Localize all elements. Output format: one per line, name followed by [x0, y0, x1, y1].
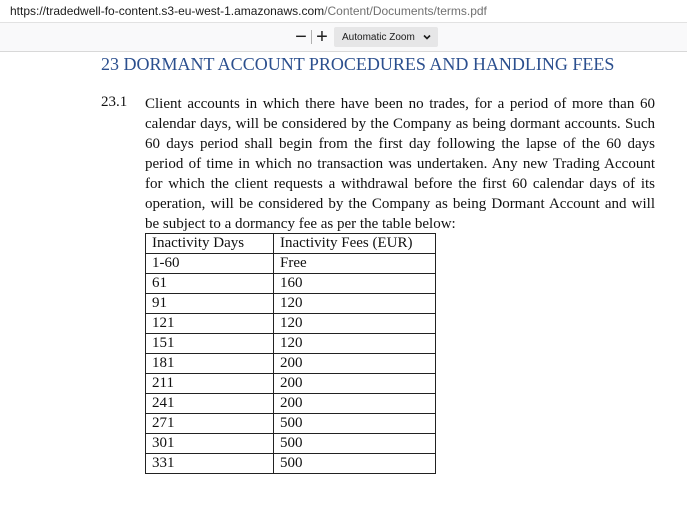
table-row [146, 354, 436, 374]
cell-days: 61 [146, 274, 274, 294]
table-header-row [146, 234, 436, 254]
cell-days: 1-60 [146, 254, 274, 274]
cell-fee: 200 [274, 354, 436, 374]
table-row [146, 314, 436, 334]
dormancy-fee-table [145, 233, 436, 474]
cell-days: 241 [146, 394, 274, 414]
chevron-down-icon [421, 31, 433, 43]
cell-days: 211 [146, 374, 274, 394]
cell-days: 151 [146, 334, 274, 354]
cell-days: 121 [146, 314, 274, 334]
table-row [146, 254, 436, 274]
table-row [146, 434, 436, 454]
column-header-days: Inactivity Days [146, 234, 274, 254]
table-row [146, 334, 436, 354]
cell-days: 91 [146, 294, 274, 314]
cell-fee: 200 [274, 394, 436, 414]
cell-fee: 120 [274, 334, 436, 354]
cell-days: 181 [146, 354, 274, 374]
pdf-page [0, 52, 687, 507]
cell-fee: 160 [274, 274, 436, 294]
table-row [146, 274, 436, 294]
cell-fee: 500 [274, 414, 436, 434]
clause-number: 23.1 [101, 94, 128, 110]
cell-days: 331 [146, 454, 274, 474]
cell-days: 271 [146, 414, 274, 434]
url-host: https://tradedwell-fo-content.s3-eu-west-1.amazonaws.com [10, 4, 325, 18]
zoom-out-button[interactable]: − [295, 26, 307, 48]
table-row [146, 394, 436, 414]
cell-fee: 120 [274, 314, 436, 334]
section-heading: 23 DORMANT ACCOUNT PROCEDURES AND HANDLING FEES [101, 54, 615, 74]
column-header-fees: Inactivity Fees (EUR) [274, 234, 436, 254]
cell-fee: 200 [274, 374, 436, 394]
zoom-select-value: Automatic Zoom [342, 31, 415, 43]
pdf-toolbar [0, 23, 687, 52]
zoom-in-button[interactable]: + [316, 26, 328, 48]
table-row [146, 294, 436, 314]
cell-fee: Free [274, 254, 436, 274]
clause-text: Client accounts in which there have been no trades, for a period of more than 60 calendar days, will be considered by the Company as being dormant accounts. Such 60 days period shall begin from the first day following the lapse of the 60 days period of time in which no transaction was undertaken. Any new Trading Account for which the client requests a withdrawal before the first 60 calendar days of its operation, will be considered by the Company as being Dormant Account and will be subject to a dormancy fee as per the table below: [145, 96, 655, 232]
zoom-select[interactable] [334, 27, 438, 47]
cell-fee: 500 [274, 454, 436, 474]
cell-fee: 120 [274, 294, 436, 314]
cell-days: 301 [146, 434, 274, 454]
url-path: /Content/Documents/terms.pdf [324, 4, 487, 18]
table-row [146, 374, 436, 394]
cell-fee: 500 [274, 434, 436, 454]
table-row [146, 454, 436, 474]
table-row [146, 414, 436, 434]
address-bar[interactable] [0, 0, 687, 23]
